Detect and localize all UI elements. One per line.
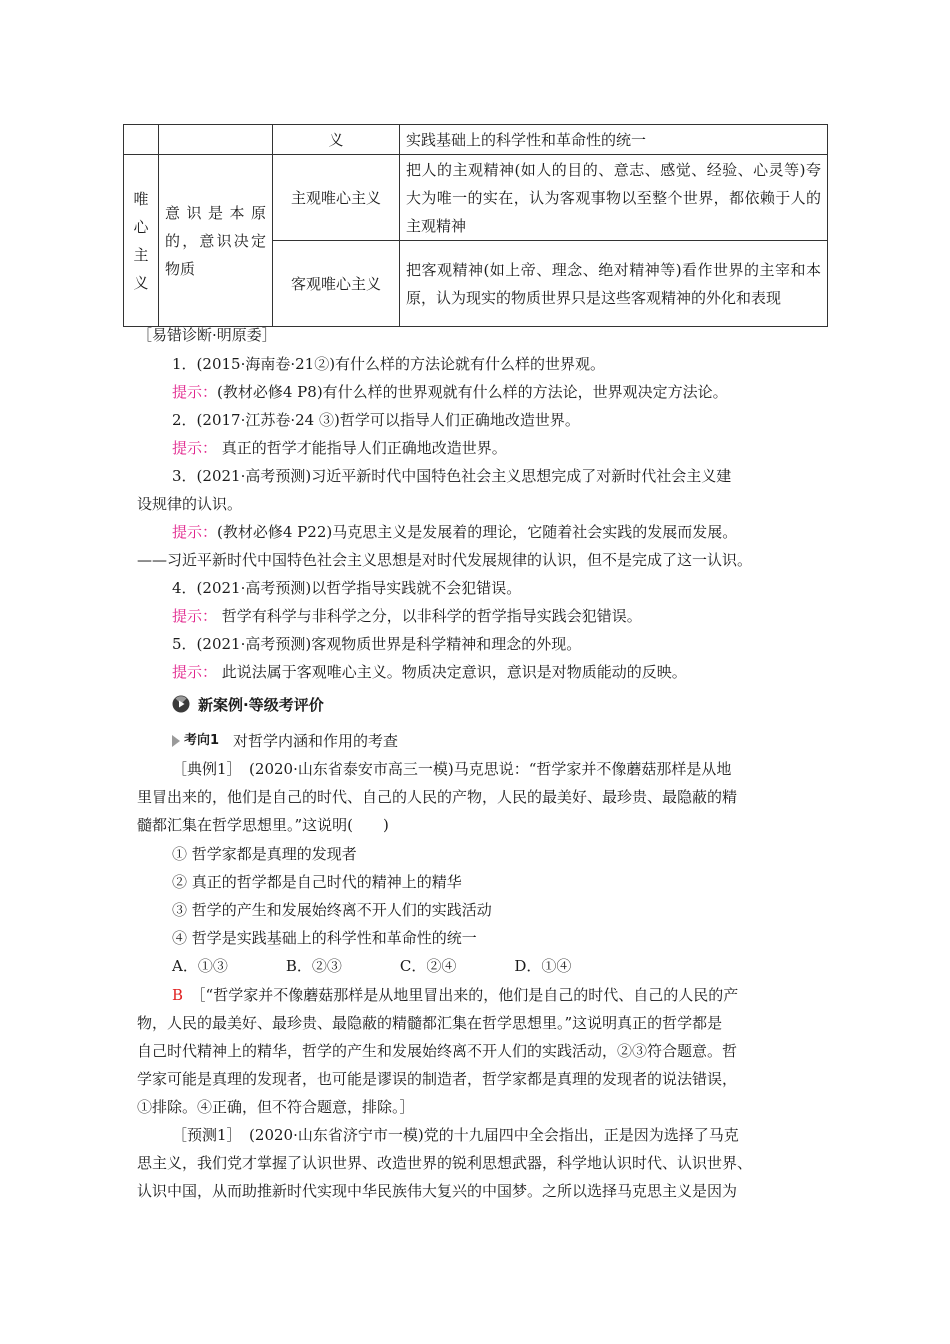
answer-letter: B (172, 986, 184, 1004)
option-c: C．②④ (399, 957, 457, 975)
analysis-line: 物，人民的最美好、最珍贵、最隐蔽的精髓都汇集在哲学思想里。”这说明真正的哲学都是 (137, 1014, 723, 1032)
kaoxiang-row (172, 728, 398, 754)
analysis-line: ①排除。④正确，但不符合题意，排除。］ (137, 1098, 415, 1116)
diag-question-3-cont: 设规律的认识。 (137, 495, 243, 513)
diag-question-1: 1．(2015·海南卷·21②)有什么样的方法论就有什么样的世界观。 (172, 355, 606, 373)
tip-label: 提示： (172, 607, 218, 625)
diag-question-3: 3．(2021·高考预测)习近平新时代中国特色社会主义思想完成了对新时代社会主义建 (172, 467, 732, 485)
objective-idealism-desc: 把客观精神(如上帝、理念、绝对精神等)看作世界的主宰和本原，认为现实的物质世界只是这些客观精神的外化和表现 (400, 241, 828, 327)
section-heading (172, 691, 324, 717)
table-row (124, 155, 828, 241)
option-b: B．②③ (285, 957, 342, 975)
subjective-idealism-name: 主观唯心主义 (273, 155, 400, 241)
predict-line: 认识中国，从而助推新时代实现中华民族伟大复兴的中国梦。之所以选择马克思主义是因为 (137, 1182, 738, 1200)
analysis-line: B ［“哲学家并不像蘑菇那样是从地里冒出来的，他们是自己的时代、自己的人民的产 (172, 986, 739, 1004)
idealism-view-cell: 意识是本原的，意识决定物质 (159, 155, 273, 327)
tip-label: 提示： (172, 523, 218, 541)
analysis-line: 学家可能是真理的发现者，也可能是谬误的制造者，哲学家都是真理的发现者的说法错误， (137, 1070, 738, 1088)
diag-tip-4: 提示： 哲学有科学与非科学之分，以非科学的哲学指导实践会犯错误。 (172, 607, 642, 625)
example-line: ［典例1］ (2020·山东省泰安市高三一模)马克思说：“哲学家并不像蘑菇那样是从地 (172, 760, 732, 778)
analysis-line: 自己时代精神上的精华，哲学的产生和发展始终离不开人们的实践活动，②③符合题意。哲 (137, 1042, 738, 1060)
diag-tip-3: 提示：(教材必修4 P22)马克思主义是发展着的理论，它随着社会实践的发展而发展。 (172, 523, 738, 541)
predict-line: ［预测1］ (2020·山东省济宁市一模)党的十九届四中全会指出，正是因为选择了马克 (172, 1126, 739, 1144)
diag-tip-2: 提示： 真正的哲学才能指导人们正确地改造世界。 (172, 439, 507, 457)
table-cell: 实践基础上的科学性和革命性的统一 (400, 125, 828, 155)
section-title: 新案例·等级考评价 (198, 695, 324, 714)
example-line: 髓都汇集在哲学思想里。”这说明( ) (137, 816, 389, 834)
kaoxiang-text: 对哲学内涵和作用的考查 (233, 732, 399, 750)
table-cell (159, 125, 273, 155)
table-row (124, 125, 828, 155)
diagnosis-title: ［易错诊断·明原委］ (137, 326, 277, 344)
predict-line: 思主义，我们党才掌握了认识世界、改造世界的锐利思想武器，科学地认识时代、认识世界、 (137, 1154, 753, 1172)
example-line: 里冒出来的，他们是自己的时代、自己的人民的产物，人民的最美好、最珍贵、最隐蔽的精 (137, 788, 738, 806)
philosophy-table (123, 124, 828, 327)
subjective-idealism-desc: 把人的主观精神(如人的目的、意志、感觉、经验、心灵等)夸大为唯一的实在，认为客观事物以至整个世界，都依赖于人的主观精神 (400, 155, 828, 241)
tip-label: 提示： (172, 663, 218, 681)
statement-item: ④ 哲学是实践基础上的科学性和革命性的统一 (172, 929, 477, 947)
diag-tip-1: 提示：(教材必修4 P8)有什么样的世界观就有什么样的方法论，世界观决定方法论。 (172, 383, 728, 401)
statement-item: ③ 哲学的产生和发展始终离不开人们的实践活动 (172, 901, 492, 919)
triangle-right-icon (172, 735, 180, 747)
tip-label: 提示： (172, 383, 218, 401)
play-circle-icon (172, 695, 190, 713)
diag-question-2: 2．(2017·江苏卷·24 ③)哲学可以指导人们正确地改造世界。 (172, 411, 580, 429)
tip-label: 提示： (172, 439, 218, 457)
kaoxiang-label: 考向1 (184, 733, 220, 748)
option-d: D．①④ (514, 957, 572, 975)
diag-tip-5: 提示： 此说法属于客观唯心主义。物质决定意识，意识是对物质能动的反映。 (172, 663, 687, 681)
diag-question-4: 4．(2021·高考预测)以哲学指导实践就不会犯错误。 (172, 579, 522, 597)
objective-idealism-name: 客观唯心主义 (273, 241, 400, 327)
answer-options (172, 953, 629, 979)
diag-tip-3-cont: ——习近平新时代中国特色社会主义思想是对时代发展规律的认识，但不是完成了这一认识。 (137, 551, 753, 569)
statement-item: ① 哲学家都是真理的发现者 (172, 845, 357, 863)
idealism-category-cell: 唯 心 主 义 (124, 155, 159, 327)
diag-question-5: 5．(2021·高考预测)客观物质世界是科学精神和理念的外现。 (172, 635, 582, 653)
option-a: A．①③ (172, 957, 228, 975)
table-cell: 义 (273, 125, 400, 155)
statement-item: ② 真正的哲学都是自己时代的精神上的精华 (172, 873, 462, 891)
table-cell (124, 125, 159, 155)
